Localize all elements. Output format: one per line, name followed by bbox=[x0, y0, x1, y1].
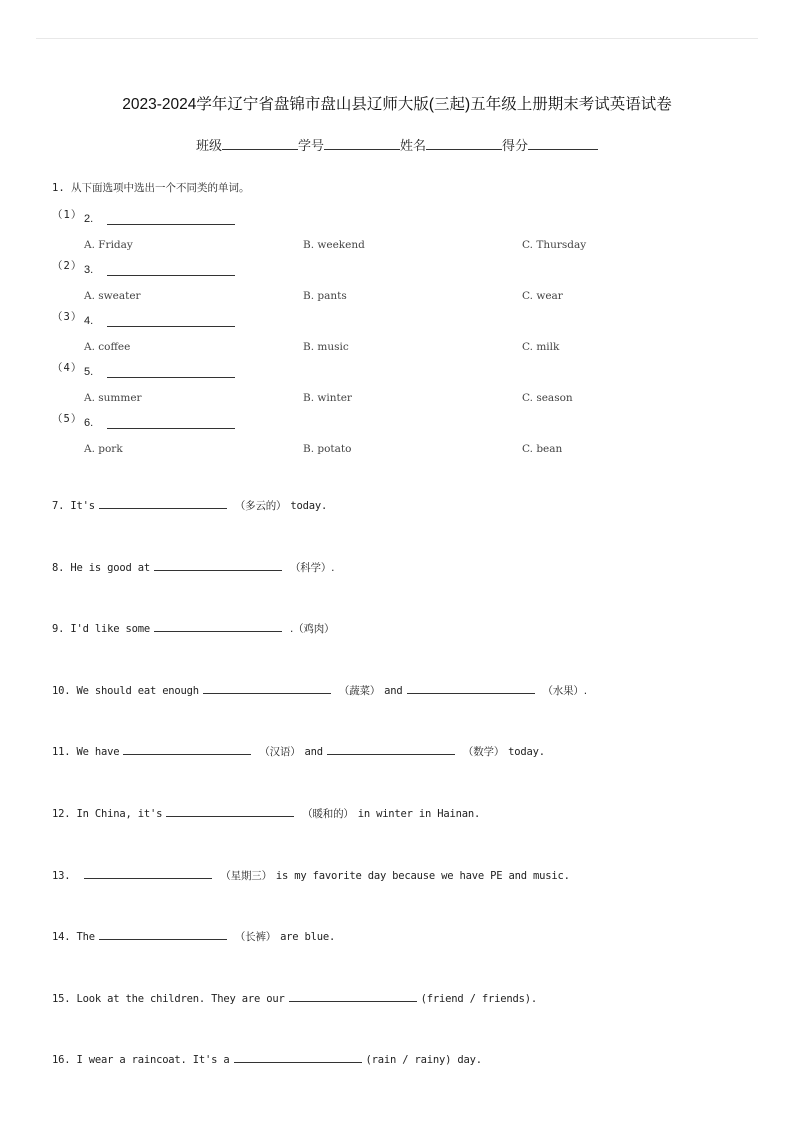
question-10 bbox=[52, 682, 591, 698]
answer-blank[interactable] bbox=[289, 990, 417, 1002]
option-a[interactable]: A. coffee bbox=[84, 341, 131, 353]
question-text-end: today. bbox=[290, 500, 328, 512]
answer-blank[interactable] bbox=[107, 428, 235, 429]
question-text-end: is my favorite day because we have PE and music. bbox=[275, 870, 570, 882]
question-7 bbox=[52, 497, 327, 513]
question-number: 6. bbox=[84, 417, 94, 429]
question-number: 4. bbox=[84, 315, 94, 327]
answer-blank[interactable] bbox=[154, 559, 282, 571]
sub-number: （4） bbox=[52, 362, 83, 374]
question-text: 8. He is good at bbox=[52, 562, 150, 574]
name-blank[interactable] bbox=[426, 137, 502, 150]
sub-number: （1） bbox=[52, 209, 83, 221]
question-text: 9. I'd like some bbox=[52, 623, 150, 635]
conjunction: and bbox=[304, 746, 323, 758]
option-b[interactable]: B. music bbox=[303, 341, 349, 353]
question-number: 5. bbox=[84, 366, 94, 378]
hint: .（鸡肉） bbox=[289, 623, 335, 635]
class-label: 班级 bbox=[195, 139, 222, 154]
conjunction: and bbox=[384, 685, 403, 697]
question-number: 3. bbox=[84, 264, 94, 276]
question-8 bbox=[52, 559, 338, 575]
score-blank[interactable] bbox=[528, 137, 598, 150]
answer-blank[interactable] bbox=[107, 326, 235, 327]
question-text: 11. We have bbox=[52, 746, 120, 758]
sub-number: （5） bbox=[52, 413, 83, 425]
option-a[interactable]: A. Friday bbox=[84, 239, 133, 251]
option-c[interactable]: C. milk bbox=[522, 341, 560, 353]
option-b[interactable]: B. pants bbox=[303, 290, 347, 302]
sub-number: （2） bbox=[52, 260, 83, 272]
student-info-row bbox=[0, 135, 794, 154]
question-1-prompt: 1. 从下面选项中选出一个不同类的单词。 bbox=[52, 182, 250, 194]
answer-blank[interactable] bbox=[166, 805, 294, 817]
sub-number: （3） bbox=[52, 311, 83, 323]
question-15 bbox=[52, 990, 537, 1005]
question-text: 14. The bbox=[52, 931, 95, 943]
answer-blank[interactable] bbox=[107, 275, 235, 276]
score-label: 得分 bbox=[502, 139, 529, 154]
question-text: 12. In China, it's bbox=[52, 808, 163, 820]
question-16 bbox=[52, 1051, 482, 1066]
sub-question-4 bbox=[52, 360, 752, 411]
name-label: 姓名 bbox=[400, 139, 427, 154]
answer-blank[interactable] bbox=[107, 377, 235, 378]
hint: （暖和的） bbox=[302, 808, 354, 820]
answer-blank-2[interactable] bbox=[407, 682, 535, 694]
sub-question-1 bbox=[52, 207, 752, 258]
class-blank[interactable] bbox=[222, 137, 298, 150]
question-11 bbox=[52, 743, 545, 759]
answer-blank-1[interactable] bbox=[123, 743, 251, 755]
answer-blank[interactable] bbox=[234, 1051, 362, 1063]
answer-blank[interactable] bbox=[99, 928, 227, 940]
hint-2: （水果）. bbox=[542, 685, 587, 697]
sub-question-5 bbox=[52, 411, 752, 462]
question-text-end: are blue. bbox=[280, 931, 336, 943]
answer-blank-2[interactable] bbox=[327, 743, 455, 755]
answer-blank[interactable] bbox=[154, 620, 282, 632]
question-12 bbox=[52, 805, 480, 821]
option-c[interactable]: C. bean bbox=[522, 443, 563, 455]
answer-blank-1[interactable] bbox=[203, 682, 331, 694]
answer-blank[interactable] bbox=[107, 224, 235, 225]
student-id-blank[interactable] bbox=[324, 137, 400, 150]
question-text: 15. Look at the children. They are our bbox=[52, 993, 285, 1005]
question-text: 10. We should eat enough bbox=[52, 685, 199, 697]
question-text-end: (rain / rainy) day. bbox=[365, 1054, 482, 1066]
question-text-end: today. bbox=[508, 746, 545, 758]
question-text: 13. bbox=[52, 870, 71, 882]
answer-blank[interactable] bbox=[84, 867, 212, 879]
sub-question-3 bbox=[52, 309, 752, 360]
option-a[interactable]: A. pork bbox=[84, 443, 123, 455]
hint: （多云的） bbox=[234, 500, 287, 512]
option-b[interactable]: B. winter bbox=[303, 392, 352, 404]
sub-question-2 bbox=[52, 258, 752, 309]
option-c[interactable]: C. season bbox=[522, 392, 573, 404]
answer-blank[interactable] bbox=[99, 497, 227, 509]
option-a[interactable]: A. sweater bbox=[84, 290, 141, 302]
question-text-end: in winter in Hainan. bbox=[357, 808, 481, 820]
question-9 bbox=[52, 620, 338, 636]
option-b[interactable]: B. weekend bbox=[303, 239, 365, 251]
header-rule bbox=[36, 38, 758, 39]
student-id-label: 学号 bbox=[297, 139, 324, 154]
hint: （科学）. bbox=[289, 562, 335, 574]
option-b[interactable]: B. potato bbox=[303, 443, 352, 455]
question-number: 2. bbox=[84, 213, 94, 225]
question-13 bbox=[52, 867, 570, 883]
question-14 bbox=[52, 928, 335, 944]
hint: （星期三） bbox=[220, 870, 272, 882]
option-a[interactable]: A. summer bbox=[84, 392, 142, 404]
question-text: 16. I wear a raincoat. It's a bbox=[52, 1054, 230, 1066]
option-c[interactable]: C. wear bbox=[522, 290, 563, 302]
question-text: 7. It's bbox=[52, 500, 95, 512]
hint-1: （汉语） bbox=[259, 746, 301, 758]
hint-1: （蔬菜） bbox=[338, 685, 381, 697]
hint-2: （数学） bbox=[462, 746, 505, 758]
hint: （长裤） bbox=[234, 931, 277, 943]
page-title: 2023-2024学年辽宁省盘锦市盘山县辽师大版(三起)五年级上册期末考试英语试卷 bbox=[122, 96, 672, 113]
option-c[interactable]: C. Thursday bbox=[522, 239, 587, 251]
question-text-end: (friend / friends). bbox=[420, 993, 537, 1005]
